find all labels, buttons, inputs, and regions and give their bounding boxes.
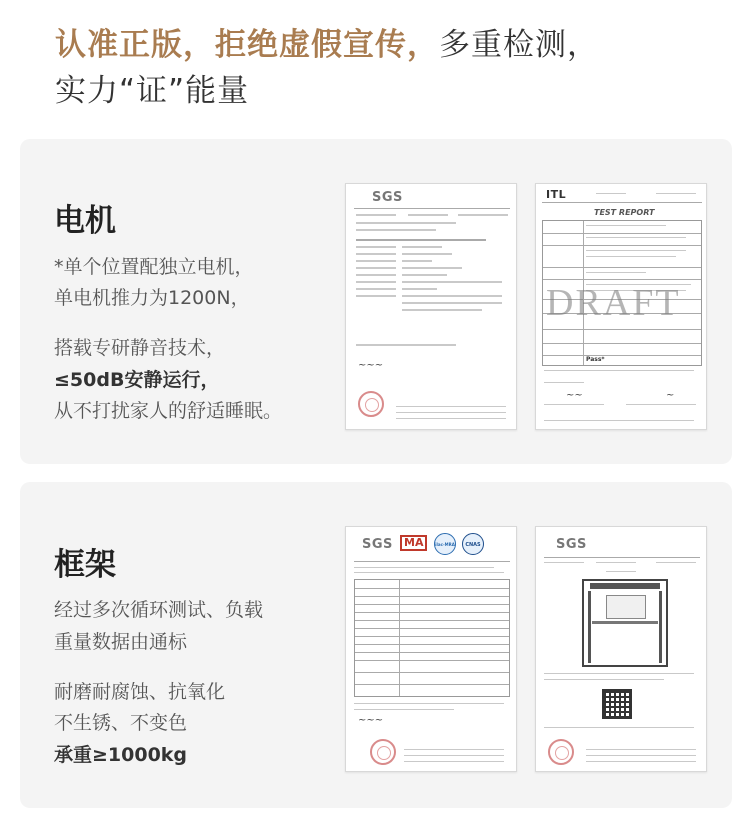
frame-sgs-stamp [370,739,396,765]
motor-title: 电机 [54,203,116,239]
page-header [55,22,715,114]
frame-text-2: 重量数据由通标 [54,631,188,653]
motor-card [20,139,732,464]
frame-text-4: 不生锈、不变色 [54,712,188,734]
frame-sgs-photo-page [535,526,707,772]
frame-sgs-certificate [345,526,517,772]
motor-sgs-signature: ~~~ [358,360,384,371]
motor-text-4: ≤50dB安静运行， [54,369,220,391]
motor-text-1: *单个位置配独立电机， [54,256,254,278]
sample-photo [582,579,668,667]
motor-text-3: 搭载专研静音技术， [54,337,226,359]
frame-sgs-signature: ~~~ [358,715,384,726]
test-report-title: TEST REPORT [594,208,655,217]
itl-signature-2: ~ [666,390,675,401]
ilac-mra-badge: ilac-MRA [434,533,456,555]
motor-text-2: 单电机推力为1200N， [54,287,250,309]
itl-signature-1: ~~ [566,390,583,401]
frame-text-1: 经过多次循环测试、负载 [54,599,264,621]
frame-card [20,482,732,808]
motor-sgs-certificate [345,183,517,430]
frame-title: 框架 [54,547,116,583]
header-headline [55,22,715,68]
header-accent-text: 认准正版，拒绝虚假宣传， [55,27,439,63]
ma-mark: MA [400,535,427,551]
motor-itl-report [535,183,707,430]
sgs-logo: SGS [372,190,403,205]
frame-sgs-logo-2: SGS [556,537,587,552]
cnas-badge: CNAS [462,533,484,555]
header-subline: 实力“证”能量 [55,73,250,109]
draft-watermark: DRAFT [546,282,681,324]
motor-text-5: 从不打扰家人的舒适睡眠。 [54,400,283,422]
frame-sgs-stamp-2 [548,739,574,765]
header-plain-text: 多重检测， [439,27,599,63]
frame-text-3: 耐磨耐腐蚀、抗氧化 [54,681,226,703]
motor-sgs-stamp [358,391,384,417]
frame-text-5: 承重≥1000kg [54,744,188,766]
itl-logo: ITL [546,188,567,201]
test-result: Pass* [586,356,605,363]
frame-sgs-logo: SGS [362,537,393,552]
qr-code [602,689,632,719]
